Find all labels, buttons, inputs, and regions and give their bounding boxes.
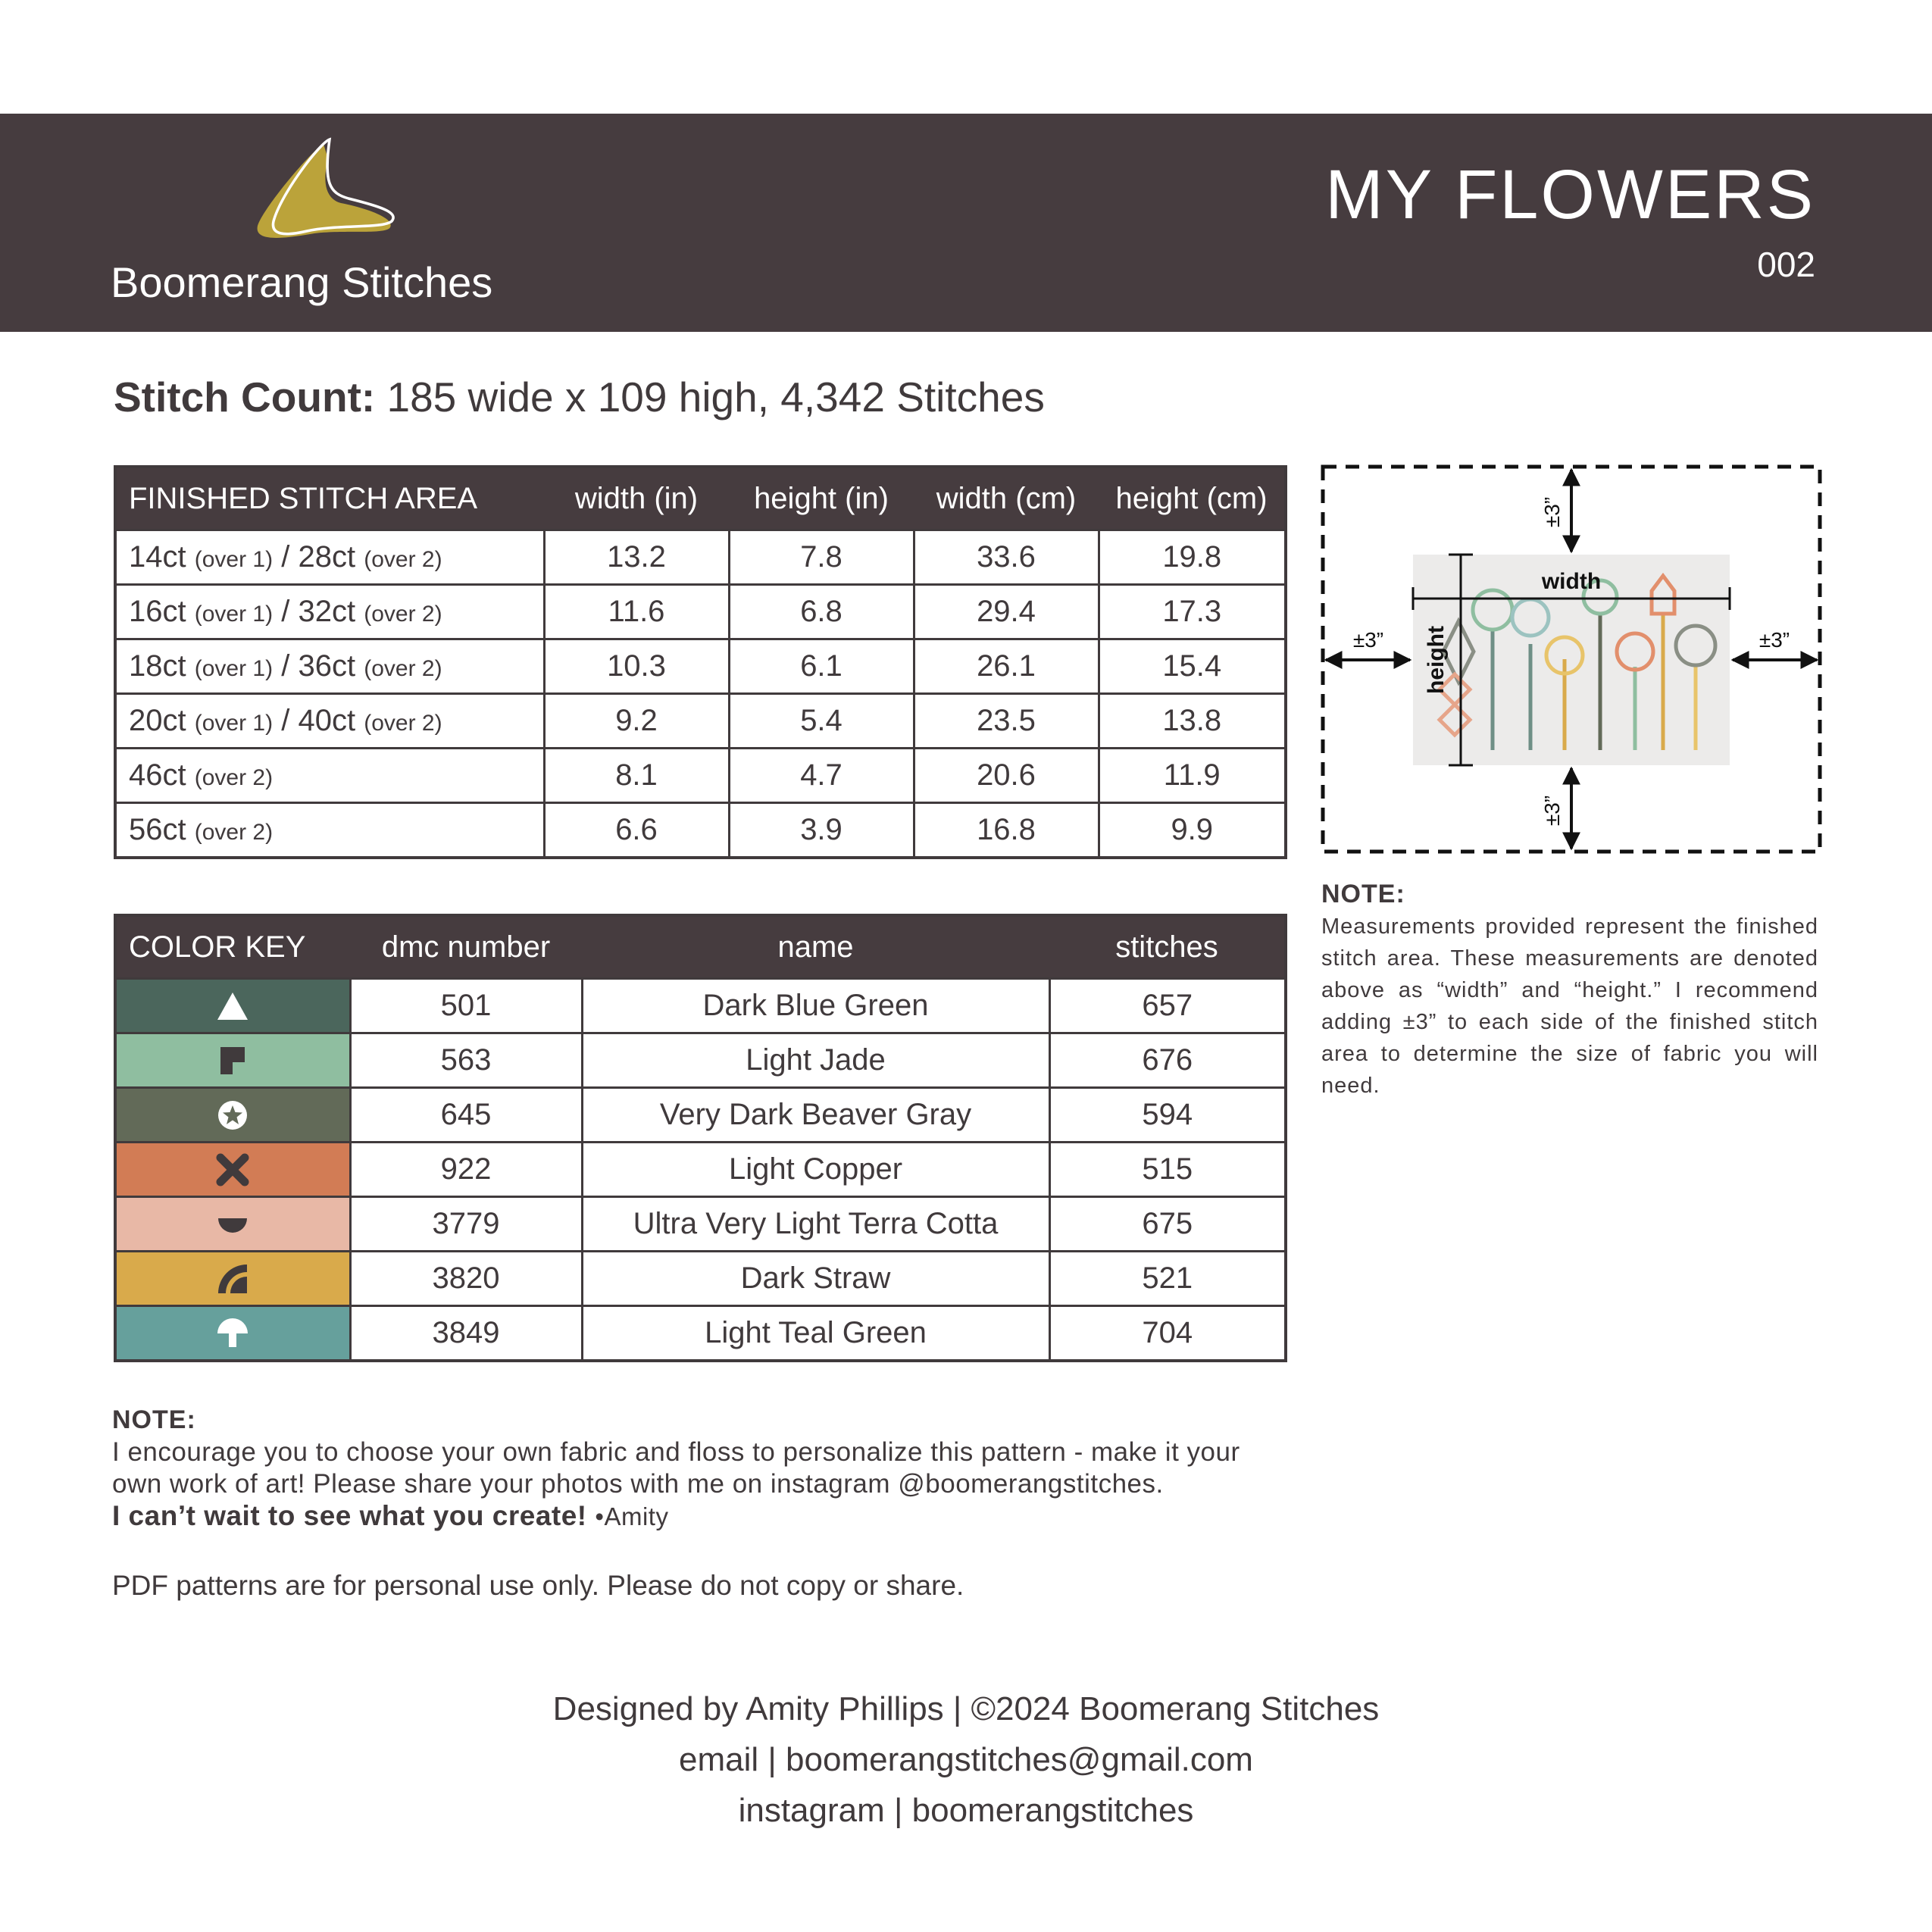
usage-disclaimer: PDF patterns are for personal use only. Please do not copy or share. xyxy=(112,1570,964,1601)
table-row xyxy=(115,1306,1286,1361)
fabric-size-diagram xyxy=(1318,462,1826,856)
half-circle-icon xyxy=(216,1208,249,1241)
width-cm-cell: 16.8 xyxy=(914,803,1099,858)
stitches-cell: 657 xyxy=(1049,979,1286,1033)
fabric-count-cell: 18ct (over 1) / 36ct (over 2) xyxy=(115,639,544,694)
width-in-cell: 6.6 xyxy=(544,803,729,858)
width-cm-cell: 33.6 xyxy=(914,530,1099,585)
table-row xyxy=(115,1252,1286,1306)
column-header: FINISHED STITCH AREA xyxy=(115,467,544,530)
table-row xyxy=(115,1143,1286,1197)
height-cm-cell: 19.8 xyxy=(1099,530,1286,585)
stitch-count xyxy=(114,373,1045,421)
color-name-cell: Dark Straw xyxy=(582,1252,1049,1306)
stitches-cell: 704 xyxy=(1049,1306,1286,1361)
note-text: I encourage you to choose your own fabric and floss to personalize this pattern - make it your own work of art! Please share your photos with me on instagram @boomerangstitches. xyxy=(112,1437,1240,1499)
dmc-number-cell: 501 xyxy=(350,979,582,1033)
dmc-number-cell: 645 xyxy=(350,1088,582,1143)
dmc-number-cell: 3849 xyxy=(350,1306,582,1361)
width-cm-cell: 26.1 xyxy=(914,639,1099,694)
table-row xyxy=(115,803,1286,858)
fabric-count-cell: 14ct (over 1) / 28ct (over 2) xyxy=(115,530,544,585)
footer xyxy=(0,1683,1932,1836)
column-header: height (in) xyxy=(729,467,914,530)
color-name-cell: Ultra Very Light Terra Cotta xyxy=(582,1197,1049,1252)
column-header: width (cm) xyxy=(914,467,1099,530)
stitches-cell: 515 xyxy=(1049,1143,1286,1197)
circle-star-icon xyxy=(216,1099,249,1132)
color-swatch xyxy=(115,1197,350,1252)
signature: •Amity xyxy=(595,1502,669,1530)
pattern-title: MY FLOWERS xyxy=(1325,156,1815,233)
stitches-cell: 675 xyxy=(1049,1197,1286,1252)
color-swatch xyxy=(115,1143,350,1197)
width-cm-cell: 29.4 xyxy=(914,585,1099,639)
stitches-cell: 676 xyxy=(1049,1033,1286,1088)
column-header: name xyxy=(582,915,1049,979)
color-swatch xyxy=(115,1306,350,1361)
table-row xyxy=(115,639,1286,694)
color-name-cell: Dark Blue Green xyxy=(582,979,1049,1033)
color-name-cell: Very Dark Beaver Gray xyxy=(582,1088,1049,1143)
color-name-cell: Light Teal Green xyxy=(582,1306,1049,1361)
instagram-contact: instagram | boomerangstitches xyxy=(738,1792,1194,1829)
height-cm-cell: 13.8 xyxy=(1099,694,1286,749)
x-cross-icon xyxy=(214,1152,251,1188)
closing-line xyxy=(112,1500,1294,1533)
column-header: COLOR KEY xyxy=(115,915,350,979)
fabric-count-cell: 16ct (over 1) / 32ct (over 2) xyxy=(115,585,544,639)
closing-text: I can’t wait to see what you create! xyxy=(112,1500,587,1531)
stitch-count-label: Stitch Count: xyxy=(114,374,376,420)
column-header: width (in) xyxy=(544,467,729,530)
note-heading: NOTE: xyxy=(1321,880,1405,908)
height-cm-cell: 17.3 xyxy=(1099,585,1286,639)
table-row xyxy=(115,1088,1286,1143)
height-cm-cell: 11.9 xyxy=(1099,749,1286,803)
triangle-icon xyxy=(216,989,249,1023)
measurement-note xyxy=(1321,877,1818,1102)
mushroom-icon xyxy=(216,1317,249,1350)
boomerang-logo-icon xyxy=(254,136,405,250)
quarter-arc-icon xyxy=(215,1261,250,1296)
height-cm-cell: 15.4 xyxy=(1099,639,1286,694)
color-swatch xyxy=(115,979,350,1033)
stitches-cell: 594 xyxy=(1049,1088,1286,1143)
top-margin-label: ±3” xyxy=(1540,496,1564,528)
table-row xyxy=(115,694,1286,749)
width-in-cell: 10.3 xyxy=(544,639,729,694)
column-header: dmc number xyxy=(350,915,582,979)
fabric-count-cell: 56ct (over 2) xyxy=(115,803,544,858)
table-row xyxy=(115,1197,1286,1252)
column-header: stitches xyxy=(1049,915,1286,979)
color-swatch xyxy=(115,1252,350,1306)
height-in-cell: 5.4 xyxy=(729,694,914,749)
table-header-row xyxy=(115,467,1286,530)
right-margin-label: ±3” xyxy=(1758,628,1790,652)
left-margin-label: ±3” xyxy=(1352,628,1384,652)
brand-name: Boomerang Stitches xyxy=(111,258,493,306)
table-row xyxy=(115,530,1286,585)
height-cm-cell: 9.9 xyxy=(1099,803,1286,858)
color-name-cell: Light Jade xyxy=(582,1033,1049,1088)
height-in-cell: 6.1 xyxy=(729,639,914,694)
dmc-number-cell: 3779 xyxy=(350,1197,582,1252)
table-header-row xyxy=(115,915,1286,979)
width-cm-cell: 20.6 xyxy=(914,749,1099,803)
color-key-table xyxy=(114,914,1287,1362)
width-in-cell: 13.2 xyxy=(544,530,729,585)
finished-stitch-area-table xyxy=(114,465,1287,859)
bottom-margin-label: ±3” xyxy=(1540,795,1564,827)
pattern-number: 002 xyxy=(1757,245,1815,284)
width-label: width xyxy=(1541,569,1602,594)
table-row xyxy=(115,1033,1286,1088)
table-row xyxy=(115,749,1286,803)
dmc-number-cell: 922 xyxy=(350,1143,582,1197)
color-name-cell: Light Copper xyxy=(582,1143,1049,1197)
fabric-count-cell: 20ct (over 1) / 40ct (over 2) xyxy=(115,694,544,749)
fabric-count-cell: 46ct (over 2) xyxy=(115,749,544,803)
height-in-cell: 3.9 xyxy=(729,803,914,858)
color-swatch xyxy=(115,1088,350,1143)
width-in-cell: 8.1 xyxy=(544,749,729,803)
stitch-count-value: 185 wide x 109 high, 4,342 Stitches xyxy=(386,374,1045,420)
table-row xyxy=(115,979,1286,1033)
step-block-icon xyxy=(216,1044,249,1077)
designer-credit: Designed by Amity Phillips | ©2024 Boomerang Stitches xyxy=(552,1690,1380,1727)
email-contact: email | boomerangstitches@gmail.com xyxy=(679,1741,1253,1778)
width-cm-cell: 23.5 xyxy=(914,694,1099,749)
height-in-cell: 4.7 xyxy=(729,749,914,803)
width-in-cell: 9.2 xyxy=(544,694,729,749)
height-label: height xyxy=(1424,626,1449,694)
stitches-cell: 521 xyxy=(1049,1252,1286,1306)
height-in-cell: 6.8 xyxy=(729,585,914,639)
height-in-cell: 7.8 xyxy=(729,530,914,585)
personalization-note xyxy=(112,1403,1294,1533)
dmc-number-cell: 563 xyxy=(350,1033,582,1088)
header-banner xyxy=(0,114,1932,332)
dmc-number-cell: 3820 xyxy=(350,1252,582,1306)
width-in-cell: 11.6 xyxy=(544,585,729,639)
column-header: height (cm) xyxy=(1099,467,1286,530)
table-row xyxy=(115,585,1286,639)
note-text: Measurements provided represent the finished stitch area. These measurements are denoted above as “width” and “height.” I recommend adding ±3” to each side of the finished stitch area to determine the size of fabric you will need. xyxy=(1321,914,1818,1098)
note-heading: NOTE: xyxy=(112,1405,196,1434)
color-swatch xyxy=(115,1033,350,1088)
